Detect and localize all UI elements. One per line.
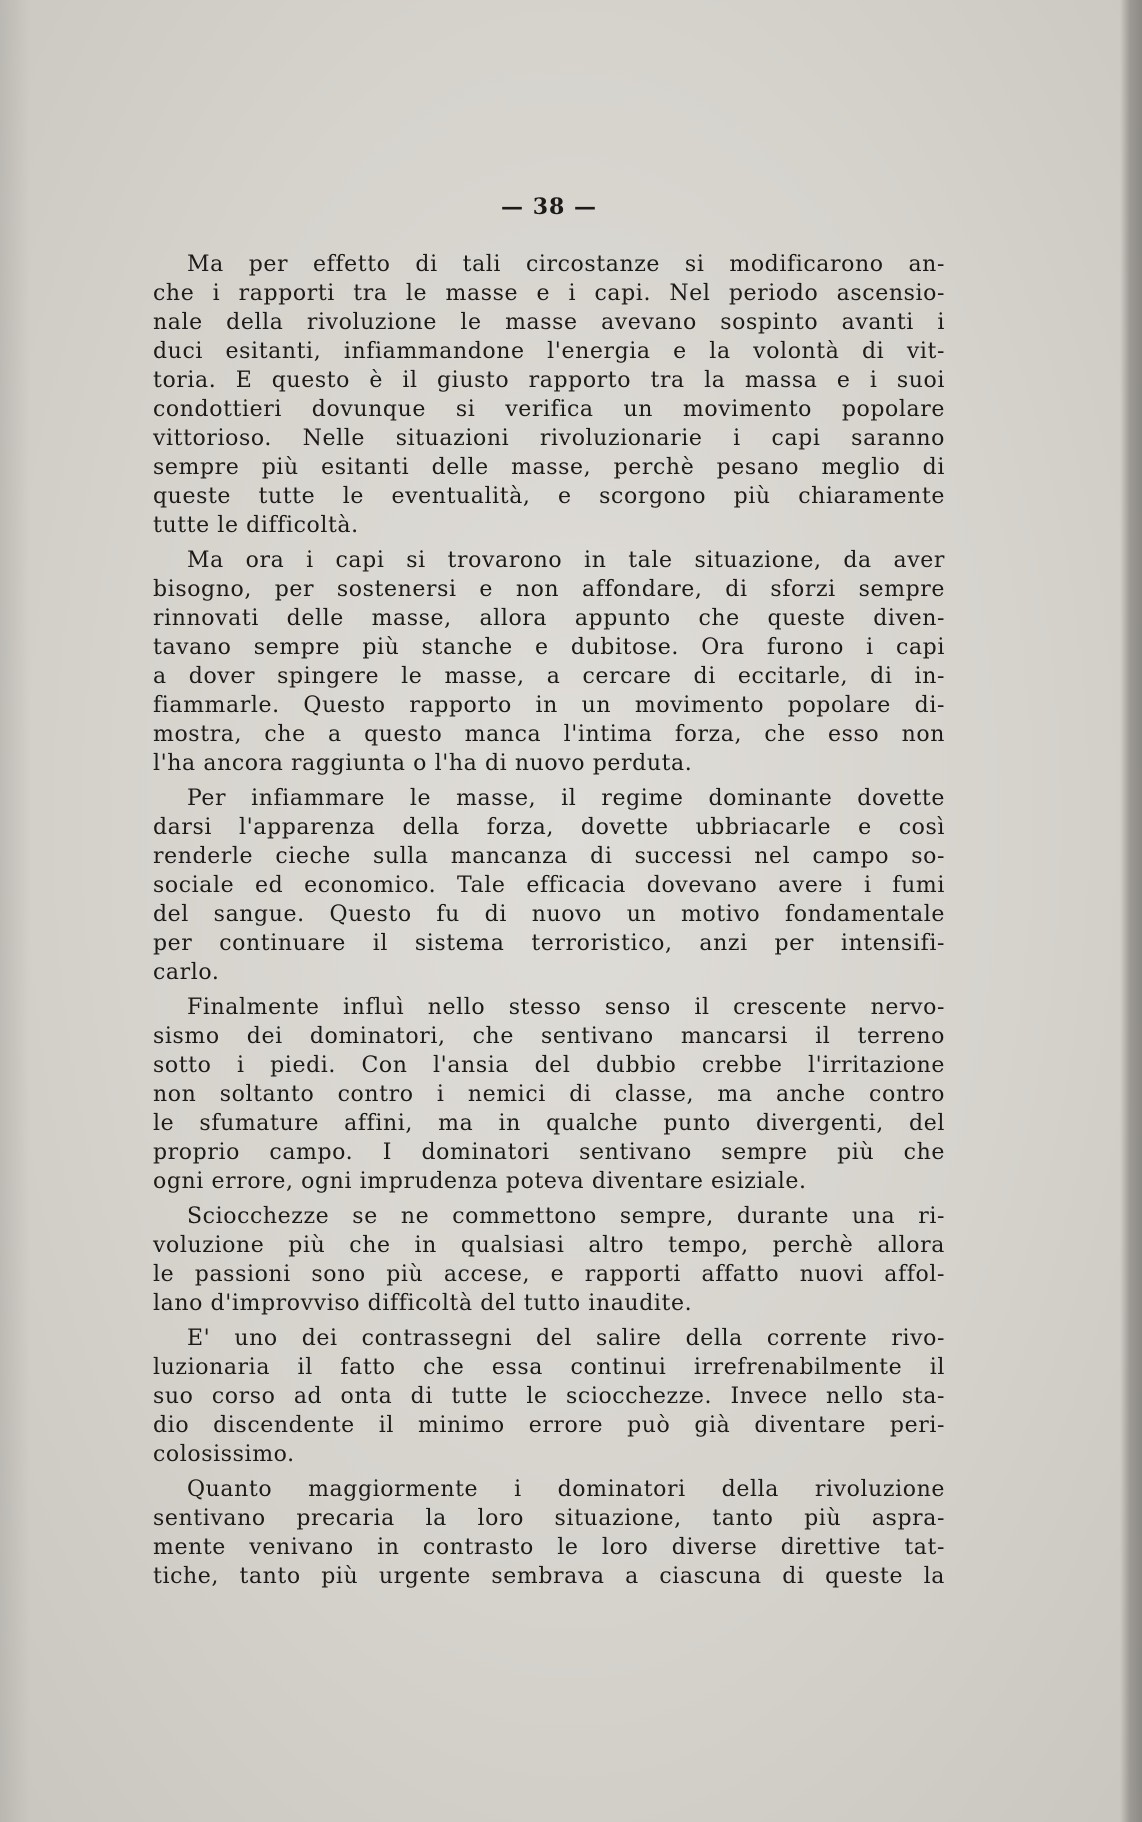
- page-number: — 38 —: [501, 194, 597, 220]
- text-line: vittorioso. Nelle situazioni rivoluzionarie i capi saranno: [153, 426, 945, 451]
- text-line: mente venivano in contrasto le loro diverse direttive tat-: [153, 1535, 945, 1560]
- text-line: Sciocchezze se ne commettono sempre, durante una ri-: [187, 1204, 945, 1229]
- text-line: Ma per effetto di tali circostanze si modificarono an-: [187, 252, 945, 277]
- text-line: tavano sempre più stanche e dubitose. Ora furono i capi: [153, 635, 945, 660]
- text-line: sociale ed economico. Tale efficacia dovevano avere i fumi: [153, 873, 945, 898]
- text-line: sismo dei dominatori, che sentivano mancarsi il terreno: [153, 1024, 945, 1049]
- text-line: Ma ora i capi si trovarono in tale situazione, da aver: [187, 548, 945, 573]
- text-line: Per infiammare le masse, il regime dominante dovette: [187, 786, 945, 811]
- paragraph: [153, 1324, 945, 1469]
- text-line: sempre più esitanti delle masse, perchè pesano meglio di: [153, 455, 945, 480]
- page-shadow-left: [0, 0, 30, 1822]
- text-line: sotto i piedi. Con l'ansia del dubbio crebbe l'irritazione: [153, 1053, 945, 1078]
- paragraph: [153, 993, 945, 1196]
- text-line: lano d'improvviso difficoltà del tutto inaudite.: [153, 1291, 693, 1316]
- text-line: condottieri dovunque si verifica un movimento popolare: [153, 397, 945, 422]
- text-line: darsi l'apparenza della forza, dovette ubbriacarle e così: [153, 815, 945, 840]
- text-line: voluzione più che in qualsiasi altro tempo, perchè allora: [153, 1233, 945, 1258]
- text-line: ogni errore, ogni imprudenza poteva diventare esiziale.: [153, 1169, 807, 1194]
- text-line: nale della rivoluzione le masse avevano sospinto avanti i: [153, 310, 945, 335]
- text-line: tutte le difficoltà.: [153, 513, 359, 538]
- text-line: queste tutte le eventualità, e scorgono più chiaramente: [153, 484, 945, 509]
- text-line: colosissimo.: [153, 1442, 295, 1467]
- text-line: tiche, tanto più urgente sembrava a ciascuna di queste la: [153, 1564, 945, 1589]
- paragraph: [153, 250, 945, 540]
- paragraph: [153, 784, 945, 987]
- text-line: renderle cieche sulla mancanza di successi nel campo so-: [153, 844, 945, 869]
- body-text: [153, 250, 945, 1597]
- text-line: non soltanto contro i nemici di classe, ma anche contro: [153, 1082, 945, 1107]
- text-line: le sfumature affini, ma in qualche punto divergenti, del: [153, 1111, 945, 1136]
- text-line: luzionaria il fatto che essa continui irrefrenabilmente il: [153, 1355, 945, 1380]
- text-line: fiammarle. Questo rapporto in un movimento popolare di-: [153, 693, 945, 718]
- text-line: che i rapporti tra le masse e i capi. Nel periodo ascensio-: [153, 281, 945, 306]
- page-edge-right: [1120, 0, 1142, 1822]
- text-line: rinnovati delle masse, allora appunto che queste diven-: [153, 606, 945, 631]
- text-line: dio discendente il minimo errore può già diventare peri-: [153, 1413, 945, 1438]
- text-line: E' uno dei contrassegni del salire della corrente rivo-: [187, 1326, 945, 1351]
- text-line: duci esitanti, infiammandone l'energia e la volontà di vit-: [153, 339, 945, 364]
- text-line: mostra, che a questo manca l'intima forza, che esso non: [153, 722, 945, 747]
- text-line: le passioni sono più accese, e rapporti affatto nuovi affol-: [153, 1262, 945, 1287]
- text-line: suo corso ad onta di tutte le sciocchezze. Invece nello sta-: [153, 1384, 945, 1409]
- paragraph: [153, 546, 945, 778]
- text-line: carlo.: [153, 960, 220, 985]
- text-line: bisogno, per sostenersi e non affondare, di sforzi sempre: [153, 577, 945, 602]
- text-line: toria. E questo è il giusto rapporto tra la massa e i suoi: [153, 368, 945, 393]
- text-line: sentivano precaria la loro situazione, tanto più aspra-: [153, 1506, 945, 1531]
- text-line: a dover spingere le masse, a cercare di eccitarle, di in-: [153, 664, 945, 689]
- text-line: l'ha ancora raggiunta o l'ha di nuovo perduta.: [153, 751, 693, 776]
- paragraph: [153, 1202, 945, 1318]
- text-line: proprio campo. I dominatori sentivano sempre più che: [153, 1140, 945, 1165]
- text-line: Quanto maggiormente i dominatori della rivoluzione: [187, 1477, 945, 1502]
- text-line: per continuare il sistema terroristico, anzi per intensifi-: [153, 931, 945, 956]
- paragraph: [153, 1475, 945, 1591]
- text-line: del sangue. Questo fu di nuovo un motivo fondamentale: [153, 902, 945, 927]
- text-line: Finalmente influì nello stesso senso il crescente nervo-: [187, 995, 945, 1020]
